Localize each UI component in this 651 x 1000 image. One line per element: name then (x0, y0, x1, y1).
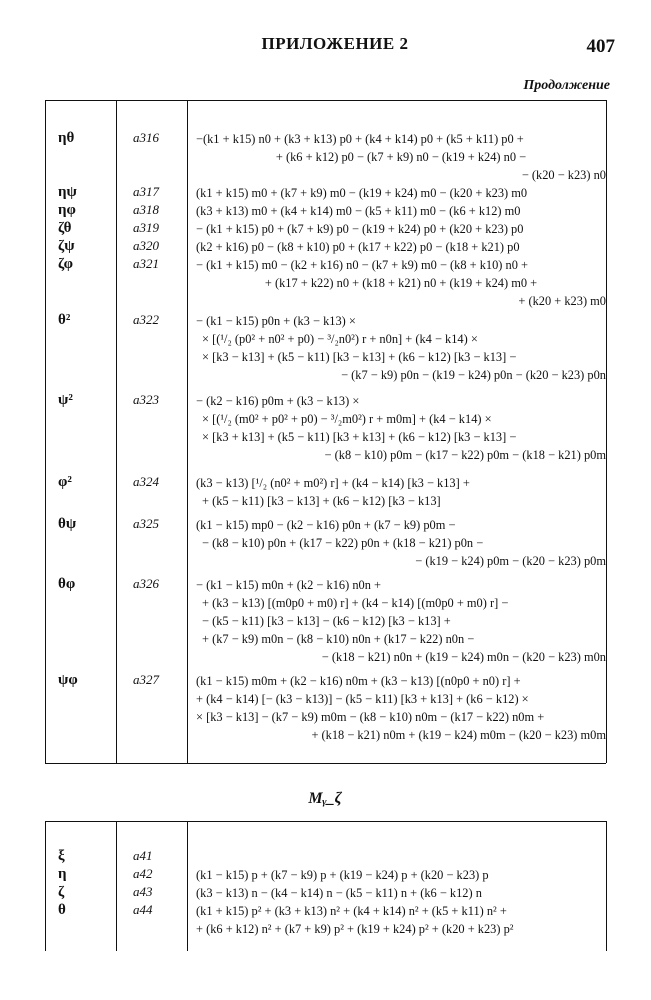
expression-line: × [k3 − k13] − (k7 − k9) m0m − (k8 − k10) n0m − (k17 − k22) n0m + (196, 710, 545, 724)
expression-line: + (k17 + k22) n0 + (k18 + k21) n0 + (k19 + k24) m0 + (264, 276, 538, 290)
row-expression (196, 672, 606, 744)
row-variable-label: ζ (58, 884, 65, 900)
expression-line: − (k1 + k15) m0 − (k2 + k16) n0 − (k7 + k9) m0 − (k8 + k10) n0 + (196, 258, 529, 272)
row-coefficient: a321 (133, 256, 159, 271)
expression-line: × [(¹/₂ (p0² + n0² + p0) − ³/₂n0²) r + n0n] + (k4 − k14) × (202, 332, 478, 346)
row-variable-label: ψφ (58, 672, 78, 688)
row-variable-label: θφ (58, 576, 76, 592)
row-coefficient: a318 (133, 202, 159, 217)
expression-line: − (k8 − k10) p0m − (k17 − k22) p0m − (k18 − k21) p0m (324, 448, 606, 462)
row-coefficient: a316 (133, 130, 159, 145)
row-variable-label: ηψ (58, 184, 77, 200)
row-expression (196, 516, 606, 570)
row-coefficient: a323 (133, 392, 159, 407)
row-expression (196, 184, 606, 202)
row-variable-label: ζθ (58, 220, 72, 236)
row-coefficient: a41 (133, 848, 153, 863)
table2-top-border (45, 821, 606, 822)
expression-line: × [k3 − k13] + (k5 − k11) [k3 − k13] + (k6 − k12) [k3 − k13] − (202, 350, 517, 364)
expression-line: − (k20 − k23) n0 (521, 168, 606, 182)
row-expression (196, 576, 606, 666)
row-coefficient: a317 (133, 184, 159, 199)
table1-top-border (45, 100, 606, 101)
expression-line: + (k20 + k23) m0 (518, 294, 606, 308)
expression-line: − (k7 − k9) p0n − (k19 − k24) p0n − (k20 − k23) p0n (341, 368, 606, 382)
row-variable-label: ηθ (58, 130, 75, 146)
row-expression (196, 392, 606, 464)
expression-line (196, 848, 606, 866)
table1-col-divider-1 (116, 100, 117, 763)
row-expression (196, 866, 606, 884)
expression-line: − (k5 − k11) [k3 − k13] − (k6 − k12) [k3 − k13] + (202, 614, 451, 628)
row-variable-label: ζψ (58, 238, 75, 254)
expression-line: (k3 + k13) m0 + (k4 + k14) m0 − (k5 + k11) m0 − (k6 + k12) m0 (196, 204, 521, 218)
section2-title (290, 790, 360, 808)
expression-line: − (k1 − k15) p0n + (k3 − k13) × (196, 314, 356, 328)
expression-line: (k1 − k15) mp0 − (k2 − k16) p0n + (k7 − k9) p0m − (196, 518, 456, 532)
row-coefficient: a327 (133, 672, 159, 687)
row-coefficient: a320 (133, 238, 159, 253)
row-expression (196, 238, 606, 256)
row-variable-label: φ² (58, 474, 72, 490)
table1-col-divider-2 (187, 100, 188, 763)
expression-line: + (k4 − k14) [− (k3 − k13)] − (k5 − k11) [k3 + k13] + (k6 − k12) × (196, 692, 529, 706)
row-coefficient: a44 (133, 902, 153, 917)
expression-line: + (k5 − k11) [k3 − k13] + (k6 − k12) [k3 − k13] (202, 494, 441, 508)
expression-line: + (k6 + k12) p0 − (k7 + k9) n0 − (k19 + k24) n0 − (275, 150, 527, 164)
row-coefficient: a43 (133, 884, 153, 899)
expression-line: × [k3 + k13] + (k5 − k11) [k3 + k13] + (k6 − k12) [k3 − k13] − (202, 430, 517, 444)
row-expression (196, 202, 606, 220)
expression-line: − (k1 + k15) p0 + (k7 + k9) p0 − (k19 + k24) p0 + (k20 + k23) p0 (196, 222, 524, 236)
row-expression (196, 884, 606, 902)
row-coefficient: a322 (133, 312, 159, 327)
expression-line: − (k1 − k15) m0n + (k2 − k16) n0n + (196, 578, 381, 592)
page-number: 407 (586, 36, 615, 57)
table1-left-border (45, 100, 46, 763)
expression-line: (k1 − k15) m0m + (k2 − k16) n0m + (k3 − k13) [(n0p0 + n0) r] + (196, 674, 521, 688)
expression-line: − (k8 − k10) p0n + (k17 − k22) p0n + (k18 − k21) p0n − (202, 536, 484, 550)
table2-col-divider-2 (187, 821, 188, 951)
expression-line: (k2 + k16) p0 − (k8 + k10) p0 + (k17 + k22) p0 − (k18 + k21) p0 (196, 240, 520, 254)
row-variable-label: θ² (58, 312, 71, 328)
expression-line: (k1 + k15) m0 + (k7 + k9) m0 − (k19 + k24) m0 − (k20 + k23) m0 (196, 186, 528, 200)
row-expression (196, 474, 606, 510)
expression-line: + (k6 + k12) n² + (k7 + k9) p² + (k19 + k24) p² + (k20 + k23) p² (196, 922, 514, 936)
row-expression (196, 902, 606, 938)
row-expression (196, 256, 606, 310)
expression-line: −(k1 + k15) n0 + (k3 + k13) p0 + (k4 + k14) p0 + (k5 + k11) p0 + (196, 132, 524, 146)
row-variable-label: ψ² (58, 392, 73, 408)
expression-line: (k3 − k13) n − (k4 − k14) n − (k5 − k11) n + (k6 − k12) n (196, 886, 482, 900)
expression-line: + (k18 − k21) n0m + (k19 − k24) m0m − (k20 − k23) m0m (311, 728, 606, 742)
page-header-title: ПРИЛОЖЕНИЕ 2 (261, 34, 409, 53)
row-coefficient: a326 (133, 576, 159, 591)
table2-col-divider-1 (116, 821, 117, 951)
table1-right-border (606, 100, 607, 763)
row-variable-label: θ (58, 902, 66, 918)
continued-label: Продолжение (523, 78, 610, 93)
table1-bottom-border (45, 763, 606, 764)
row-expression (196, 312, 606, 384)
expression-line: + (k3 − k13) [(m0p0 + m0) r] + (k4 − k14) [(m0p0 + m0) r] − (202, 596, 509, 610)
row-variable-label: θψ (58, 516, 77, 532)
expression-line: (k3 − k13) [¹/₂ (n0² + m0²) r] + (k4 − k14) [k3 − k13] + (196, 476, 470, 490)
row-expression (196, 220, 606, 238)
row-variable-label: ζφ (58, 256, 74, 272)
expression-line: (k1 − k15) p + (k7 − k9) p + (k19 − k24) p + (k20 − k23) p (196, 868, 489, 882)
row-coefficient: a325 (133, 516, 159, 531)
row-variable-label: ηφ (58, 202, 76, 218)
row-coefficient: a324 (133, 474, 159, 489)
expression-line: − (k19 − k24) p0m − (k20 − k23) p0m (415, 554, 606, 568)
table2-right-border (606, 821, 607, 951)
expression-line: + (k7 − k9) m0n − (k8 − k10) n0n + (k17 − k22) n0n − (202, 632, 475, 646)
row-coefficient: a319 (133, 220, 159, 235)
section2-title-text: Mᵧ_ζ (308, 790, 342, 807)
expression-line: − (k2 − k16) p0m + (k3 − k13) × (196, 394, 360, 408)
table2-left-border (45, 821, 46, 951)
row-variable-label: η (58, 866, 67, 882)
expression-line: − (k18 − k21) n0n + (k19 − k24) m0n − (k20 − k23) m0n (321, 650, 606, 664)
row-variable-label: ξ (58, 848, 65, 864)
row-expression (196, 848, 606, 866)
row-expression (196, 130, 606, 184)
expression-line: × [(¹/₂ (m0² + p0² + p0) − ³/₂m0²) r + m0m] + (k4 − k14) × (202, 412, 492, 426)
row-coefficient: a42 (133, 866, 153, 881)
expression-line: (k1 + k15) p² + (k3 + k13) n² + (k4 + k14) n² + (k5 + k11) n² + (196, 904, 507, 918)
